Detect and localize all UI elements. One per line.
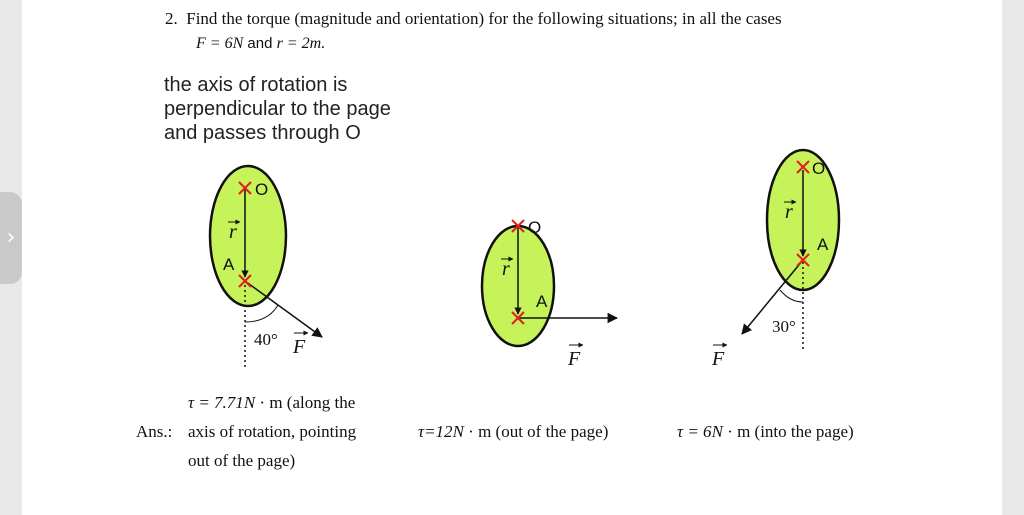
angle-arc — [780, 290, 803, 302]
answer-1-unit: N — [243, 393, 256, 412]
angle-label: 30° — [772, 317, 796, 336]
answer-1-line-1 — [188, 393, 355, 413]
axis-note-line: the axis of rotation is — [164, 74, 348, 96]
answer-3-tail: · m (into the page) — [727, 422, 854, 441]
force-label: F — [293, 336, 306, 358]
problem-number: 2. — [165, 9, 178, 28]
answer-2-unit: N — [452, 422, 464, 441]
force-label: F — [712, 348, 725, 370]
figure-1 — [210, 166, 322, 370]
problem-text: Find the torque (magnitude and orientation) for the following situations; in all the cases — [186, 9, 782, 28]
origin-label: O — [255, 180, 269, 199]
answer-1-value: τ = 7.71 — [188, 393, 244, 412]
r-label: r — [785, 201, 793, 223]
answer-3-value: τ = 6 — [677, 422, 712, 441]
given-and: and — [243, 35, 277, 52]
answers-prefix: Ans.: — [136, 422, 173, 441]
answer-2-tail: · m (out of the page) — [468, 422, 609, 441]
axis-note-line: perpendicular to the page — [164, 98, 391, 120]
angle-label: 40° — [254, 330, 278, 349]
point-a-label: A — [223, 255, 235, 274]
answer-2 — [418, 422, 608, 442]
answer-3-unit: N — [711, 422, 723, 441]
point-a-label: A — [817, 235, 829, 254]
figure-3 — [711, 150, 839, 370]
given-radius: r = 2m. — [276, 35, 326, 52]
answer-1-line-2: axis of rotation, pointing — [188, 422, 357, 441]
answer-2-value: τ=12 — [418, 422, 453, 441]
axis-note-line: and passes through O — [164, 122, 361, 144]
origin-label: O — [528, 218, 542, 237]
given-force: F = 6 — [196, 35, 233, 52]
r-label: r — [502, 258, 510, 280]
given-force-unit: N — [232, 35, 244, 52]
answer-1-tail: · m (along the — [259, 393, 356, 412]
chevron-right-icon: › — [6, 225, 16, 250]
origin-label: O — [812, 159, 826, 178]
force-label: F — [568, 348, 581, 370]
force-vector — [245, 281, 322, 337]
point-a-label: A — [536, 292, 548, 311]
figure-2 — [482, 218, 617, 370]
angle-arc — [245, 305, 278, 322]
answer-1-line-3: out of the page) — [188, 451, 296, 470]
answer-3 — [677, 422, 854, 442]
r-label: r — [229, 221, 237, 243]
